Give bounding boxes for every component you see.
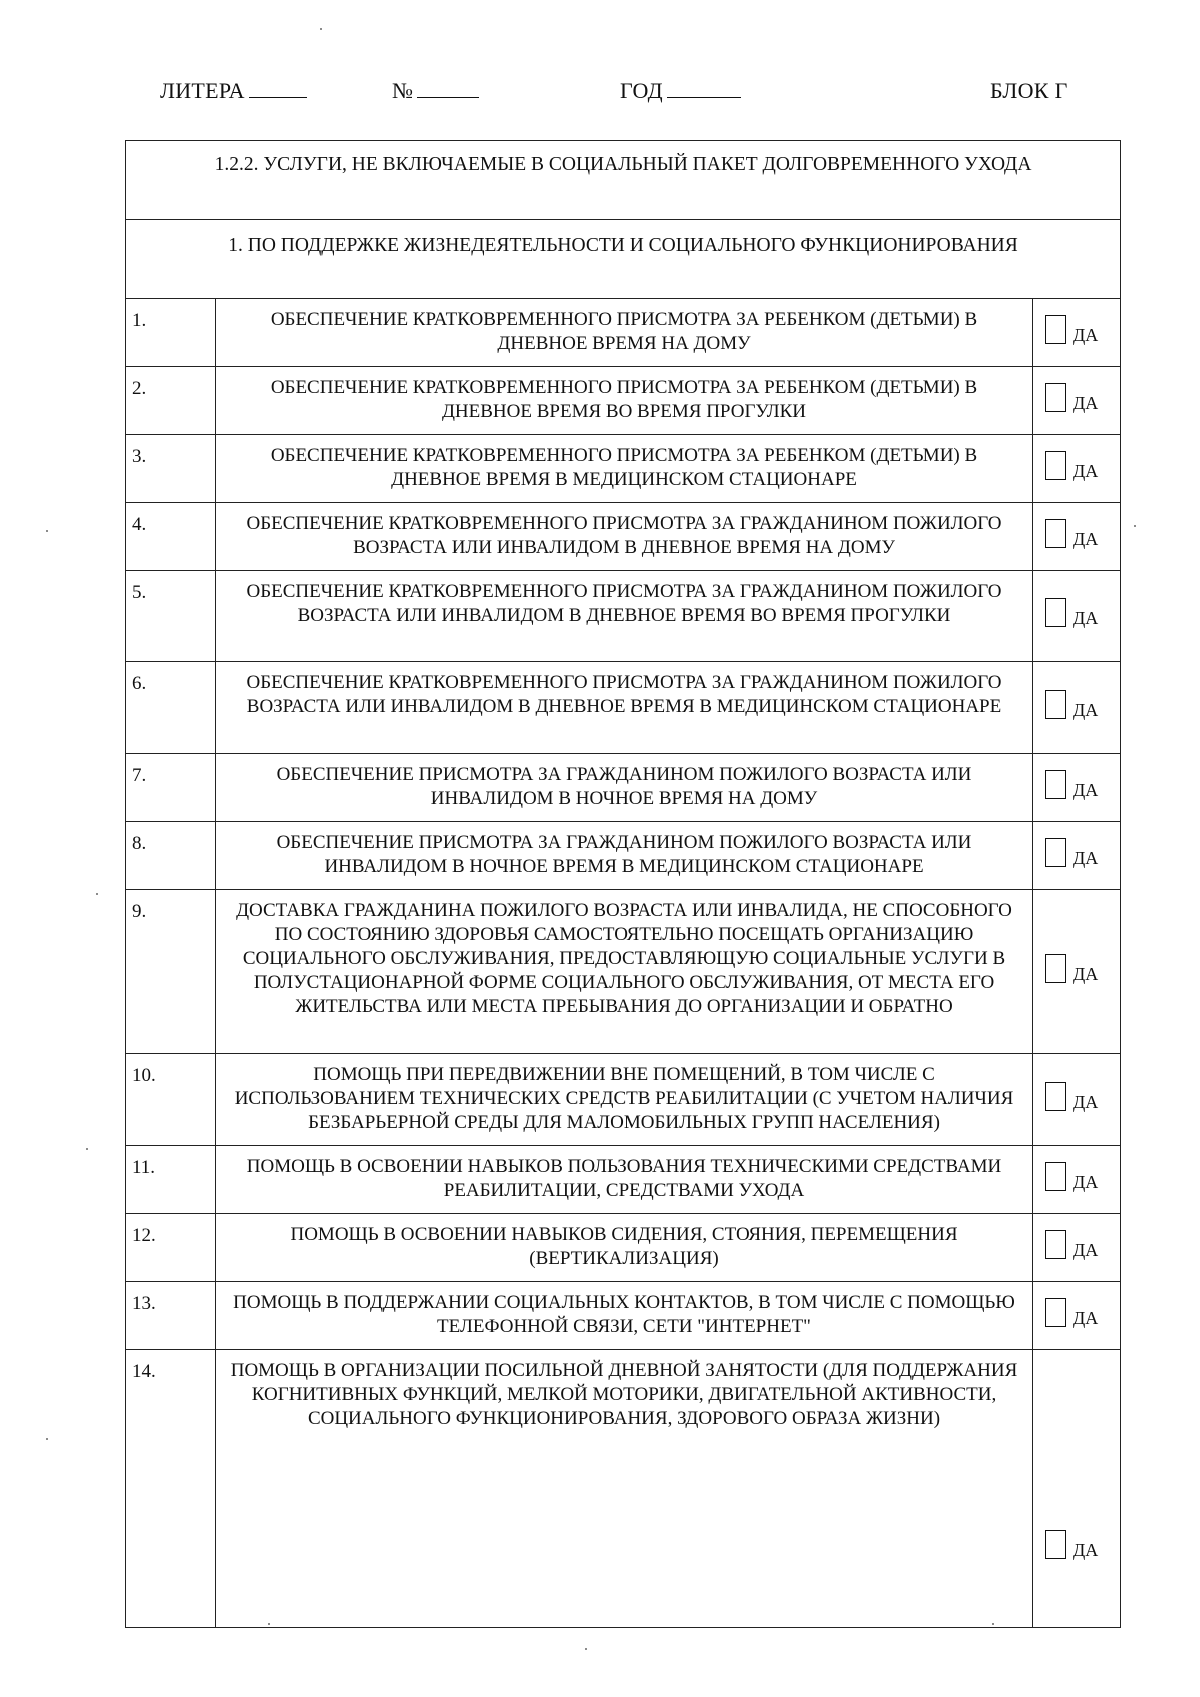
yes-checkbox[interactable] bbox=[1045, 690, 1066, 719]
yes-label: ДА bbox=[1073, 528, 1099, 549]
yes-label: ДА bbox=[1073, 324, 1099, 345]
service-description: ПОМОЩЬ В ПОДДЕРЖАНИИ СОЦИАЛЬНЫХ КОНТАКТОВ, В ТОМ ЧИСЛЕ С ПОМОЩЬЮ ТЕЛЕФОННОЙ СВЯЗИ, СЕТИ "ИНТЕРНЕТ" bbox=[216, 1282, 1033, 1350]
yes-option-cell bbox=[1033, 571, 1121, 662]
row-number: 4. bbox=[126, 503, 216, 571]
yes-checkbox[interactable] bbox=[1045, 838, 1066, 867]
yes-option[interactable] bbox=[1045, 519, 1098, 548]
service-description: ПОМОЩЬ В ОСВОЕНИИ НАВЫКОВ СИДЕНИЯ, СТОЯНИЯ, ПЕРЕМЕЩЕНИЯ (ВЕРТИКАЛИЗАЦИЯ) bbox=[216, 1214, 1033, 1282]
yes-option-cell bbox=[1033, 754, 1121, 822]
service-description: ДОСТАВКА ГРАЖДАНИНА ПОЖИЛОГО ВОЗРАСТА ИЛИ ИНВАЛИДА, НЕ СПОСОБНОГО ПО СОСТОЯНИЮ ЗДОРОВЬЯ САМОСТОЯТЕЛЬНО ПОСЕЩАТЬ ОРГАНИЗАЦИЮ СОЦИАЛЬНОГО ОБСЛУЖИВАНИЯ, ПРЕДОСТАВЛЯЮЩУЮ СОЦИАЛЬНЫЕ УСЛУГИ В ПОЛУСТАЦИОНАРНОЙ ФОРМЕ СОЦИАЛЬНОГО ОБСЛУЖИВАНИЯ, ОТ МЕСТА ЕГО ЖИТЕЛЬСТВА ИЛИ МЕСТА ПРЕБЫВАНИЯ ДО ОРГАНИЗАЦИИ И ОБРАТНО bbox=[216, 890, 1033, 1054]
yes-option-cell bbox=[1033, 1350, 1121, 1628]
yes-label: ДА bbox=[1073, 460, 1099, 481]
service-description: ОБЕСПЕЧЕНИЕ КРАТКОВРЕМЕННОГО ПРИСМОТРА ЗА РЕБЕНКОМ (ДЕТЬМИ) В ДНЕВНОЕ ВРЕМЯ В МЕДИЦИНСКОМ СТАЦИОНАРЕ bbox=[216, 435, 1033, 503]
scan-speck bbox=[320, 28, 322, 30]
yes-checkbox[interactable] bbox=[1045, 770, 1066, 799]
service-description: ПОМОЩЬ В ОРГАНИЗАЦИИ ПОСИЛЬНОЙ ДНЕВНОЙ ЗАНЯТОСТИ (ДЛЯ ПОДДЕРЖАНИЯ КОГНИТИВНЫХ ФУНКЦИЙ, МЕЛКОЙ МОТОРИКИ, ДВИГАТЕЛЬНОЙ АКТИВНОСТИ, СОЦИАЛЬНОГО ФУНКЦИОНИРОВАНИЯ, ЗДОРОВОГО ОБРАЗА ЖИЗНИ) bbox=[216, 1350, 1033, 1628]
year-input-line[interactable] bbox=[667, 79, 741, 98]
yes-label: ДА bbox=[1073, 779, 1099, 800]
yes-checkbox[interactable] bbox=[1045, 954, 1066, 983]
scan-speck bbox=[46, 530, 48, 532]
table-row bbox=[126, 754, 1121, 822]
service-description: ОБЕСПЕЧЕНИЕ КРАТКОВРЕМЕННОГО ПРИСМОТРА ЗА ГРАЖДАНИНОМ ПОЖИЛОГО ВОЗРАСТА ИЛИ ИНВАЛИДОМ В ДНЕВНОЕ ВРЕМЯ В МЕДИЦИНСКОМ СТАЦИОНАРЕ bbox=[216, 662, 1033, 754]
service-description: ОБЕСПЕЧЕНИЕ ПРИСМОТРА ЗА ГРАЖДАНИНОМ ПОЖИЛОГО ВОЗРАСТА ИЛИ ИНВАЛИДОМ В НОЧНОЕ ВРЕМЯ НА ДОМУ bbox=[216, 754, 1033, 822]
row-number: 13. bbox=[126, 1282, 216, 1350]
service-description: ОБЕСПЕЧЕНИЕ КРАТКОВРЕМЕННОГО ПРИСМОТРА ЗА РЕБЕНКОМ (ДЕТЬМИ) В ДНЕВНОЕ ВРЕМЯ ВО ВРЕМЯ ПРОГУЛКИ bbox=[216, 367, 1033, 435]
yes-option-cell bbox=[1033, 435, 1121, 503]
table-row bbox=[126, 1282, 1121, 1350]
yes-option[interactable] bbox=[1045, 1530, 1098, 1559]
table-row bbox=[126, 662, 1121, 754]
yes-option[interactable] bbox=[1045, 1162, 1098, 1191]
yes-option-cell bbox=[1033, 367, 1121, 435]
yes-label: ДА bbox=[1073, 608, 1099, 628]
row-number: 11. bbox=[126, 1146, 216, 1214]
scan-speck bbox=[585, 1648, 587, 1650]
litera-field bbox=[160, 78, 307, 104]
yes-option[interactable] bbox=[1045, 315, 1098, 344]
subsection-title: 1. ПО ПОДДЕРЖКЕ ЖИЗНЕДЕЯТЕЛЬНОСТИ И СОЦИАЛЬНОГО ФУНКЦИОНИРОВАНИЯ bbox=[126, 220, 1121, 299]
section-title: 1.2.2. УСЛУГИ, НЕ ВКЛЮЧАЕМЫЕ В СОЦИАЛЬНЫЙ ПАКЕТ ДОЛГОВРЕМЕННОГО УХОДА bbox=[126, 141, 1121, 220]
row-number: 1. bbox=[126, 299, 216, 367]
yes-checkbox[interactable] bbox=[1045, 383, 1066, 412]
scan-speck bbox=[46, 1438, 48, 1440]
yes-option-cell bbox=[1033, 890, 1121, 1054]
yes-option[interactable] bbox=[1045, 1230, 1098, 1259]
service-description: ПОМОЩЬ ПРИ ПЕРЕДВИЖЕНИИ ВНЕ ПОМЕЩЕНИЙ, В ТОМ ЧИСЛЕ С ИСПОЛЬЗОВАНИЕМ ТЕХНИЧЕСКИХ СРЕДСТВ РЕАБИЛИТАЦИИ (С УЧЕТОМ НАЛИЧИЯ БЕЗБАРЬЕРНОЙ СРЕДЫ ДЛЯ МАЛОМОБИЛЬНЫХ ГРУПП НАСЕЛЕНИЯ) bbox=[216, 1054, 1033, 1146]
yes-option-cell bbox=[1033, 503, 1121, 571]
yes-checkbox[interactable] bbox=[1045, 1162, 1066, 1191]
table-row bbox=[126, 1350, 1121, 1628]
table-row bbox=[126, 1146, 1121, 1214]
yes-option-cell bbox=[1033, 1214, 1121, 1282]
service-description: ОБЕСПЕЧЕНИЕ КРАТКОВРЕМЕННОГО ПРИСМОТРА ЗА ГРАЖДАНИНОМ ПОЖИЛОГО ВОЗРАСТА ИЛИ ИНВАЛИДОМ В ДНЕВНОЕ ВРЕМЯ ВО ВРЕМЯ ПРОГУЛКИ bbox=[216, 571, 1033, 662]
table-row bbox=[126, 1054, 1121, 1146]
row-number: 12. bbox=[126, 1214, 216, 1282]
yes-label: ДА bbox=[1073, 392, 1099, 413]
section-header-row bbox=[126, 141, 1121, 220]
yes-label: ДА bbox=[1073, 699, 1099, 720]
subsection-header-row bbox=[126, 220, 1121, 299]
service-description: ОБЕСПЕЧЕНИЕ КРАТКОВРЕМЕННОГО ПРИСМОТРА ЗА РЕБЕНКОМ (ДЕТЬМИ) В ДНЕВНОЕ ВРЕМЯ НА ДОМУ bbox=[216, 299, 1033, 367]
scan-speck bbox=[268, 1623, 270, 1625]
yes-option[interactable] bbox=[1045, 838, 1098, 867]
yes-option[interactable] bbox=[1045, 690, 1098, 719]
table-row bbox=[126, 299, 1121, 367]
row-number: 7. bbox=[126, 754, 216, 822]
yes-checkbox[interactable] bbox=[1045, 598, 1066, 627]
row-number: 9. bbox=[126, 890, 216, 1054]
service-description: ОБЕСПЕЧЕНИЕ ПРИСМОТРА ЗА ГРАЖДАНИНОМ ПОЖИЛОГО ВОЗРАСТА ИЛИ ИНВАЛИДОМ В НОЧНОЕ ВРЕМЯ В МЕДИЦИНСКОМ СТАЦИОНАРЕ bbox=[216, 822, 1033, 890]
row-number: 3. bbox=[126, 435, 216, 503]
number-label: № bbox=[392, 78, 414, 103]
number-input-line[interactable] bbox=[417, 79, 479, 98]
yes-label: ДА bbox=[1073, 1239, 1099, 1260]
scan-speck bbox=[1134, 525, 1136, 527]
yes-option[interactable] bbox=[1045, 954, 1098, 983]
yes-checkbox[interactable] bbox=[1045, 1230, 1066, 1259]
service-description: ОБЕСПЕЧЕНИЕ КРАТКОВРЕМЕННОГО ПРИСМОТРА ЗА ГРАЖДАНИНОМ ПОЖИЛОГО ВОЗРАСТА ИЛИ ИНВАЛИДОМ В ДНЕВНОЕ ВРЕМЯ НА ДОМУ bbox=[216, 503, 1033, 571]
yes-option[interactable] bbox=[1045, 598, 1098, 627]
services-table bbox=[125, 140, 1121, 1628]
yes-option[interactable] bbox=[1045, 451, 1098, 480]
yes-label: ДА bbox=[1073, 847, 1099, 868]
litera-input-line[interactable] bbox=[249, 79, 307, 98]
yes-label: ДА bbox=[1073, 1539, 1099, 1560]
table-row bbox=[126, 367, 1121, 435]
yes-label: ДА bbox=[1073, 1091, 1099, 1112]
litera-label: ЛИТЕРА bbox=[160, 78, 245, 103]
yes-option[interactable] bbox=[1045, 770, 1098, 799]
yes-option-cell bbox=[1033, 1054, 1121, 1146]
row-number: 6. bbox=[126, 662, 216, 754]
yes-option[interactable] bbox=[1045, 1082, 1098, 1111]
table-row bbox=[126, 503, 1121, 571]
yes-checkbox[interactable] bbox=[1045, 315, 1066, 344]
row-number: 10. bbox=[126, 1054, 216, 1146]
table-row bbox=[126, 822, 1121, 890]
year-field bbox=[620, 78, 741, 104]
yes-option[interactable] bbox=[1045, 383, 1098, 412]
number-field bbox=[392, 78, 479, 104]
scan-speck bbox=[992, 1623, 994, 1625]
table-row bbox=[126, 571, 1121, 662]
table-row bbox=[126, 1214, 1121, 1282]
yes-checkbox[interactable] bbox=[1045, 519, 1066, 548]
row-number: 8. bbox=[126, 822, 216, 890]
yes-option-cell bbox=[1033, 299, 1121, 367]
yes-option-cell bbox=[1033, 822, 1121, 890]
yes-option-cell bbox=[1033, 1146, 1121, 1214]
year-label: ГОД bbox=[620, 78, 663, 103]
yes-label: ДА bbox=[1073, 1307, 1099, 1328]
scan-speck bbox=[96, 893, 98, 895]
yes-checkbox[interactable] bbox=[1045, 1298, 1066, 1327]
yes-checkbox[interactable] bbox=[1045, 1530, 1066, 1559]
table-row bbox=[126, 435, 1121, 503]
yes-label: ДА bbox=[1073, 963, 1099, 984]
yes-option-cell bbox=[1033, 662, 1121, 754]
table-row bbox=[126, 890, 1121, 1054]
service-description: ПОМОЩЬ В ОСВОЕНИИ НАВЫКОВ ПОЛЬЗОВАНИЯ ТЕХНИЧЕСКИМИ СРЕДСТВАМИ РЕАБИЛИТАЦИИ, СРЕДСТВАМИ УХОДА bbox=[216, 1146, 1033, 1214]
row-number: 2. bbox=[126, 367, 216, 435]
yes-checkbox[interactable] bbox=[1045, 1082, 1066, 1111]
yes-option[interactable] bbox=[1045, 1298, 1098, 1327]
scan-speck bbox=[86, 1148, 88, 1150]
row-number: 5. bbox=[126, 571, 216, 662]
yes-option-cell bbox=[1033, 1282, 1121, 1350]
yes-checkbox[interactable] bbox=[1045, 451, 1066, 480]
yes-label: ДА bbox=[1073, 1171, 1099, 1192]
row-number: 14. bbox=[126, 1350, 216, 1628]
block-label: БЛОК Г bbox=[990, 78, 1068, 103]
